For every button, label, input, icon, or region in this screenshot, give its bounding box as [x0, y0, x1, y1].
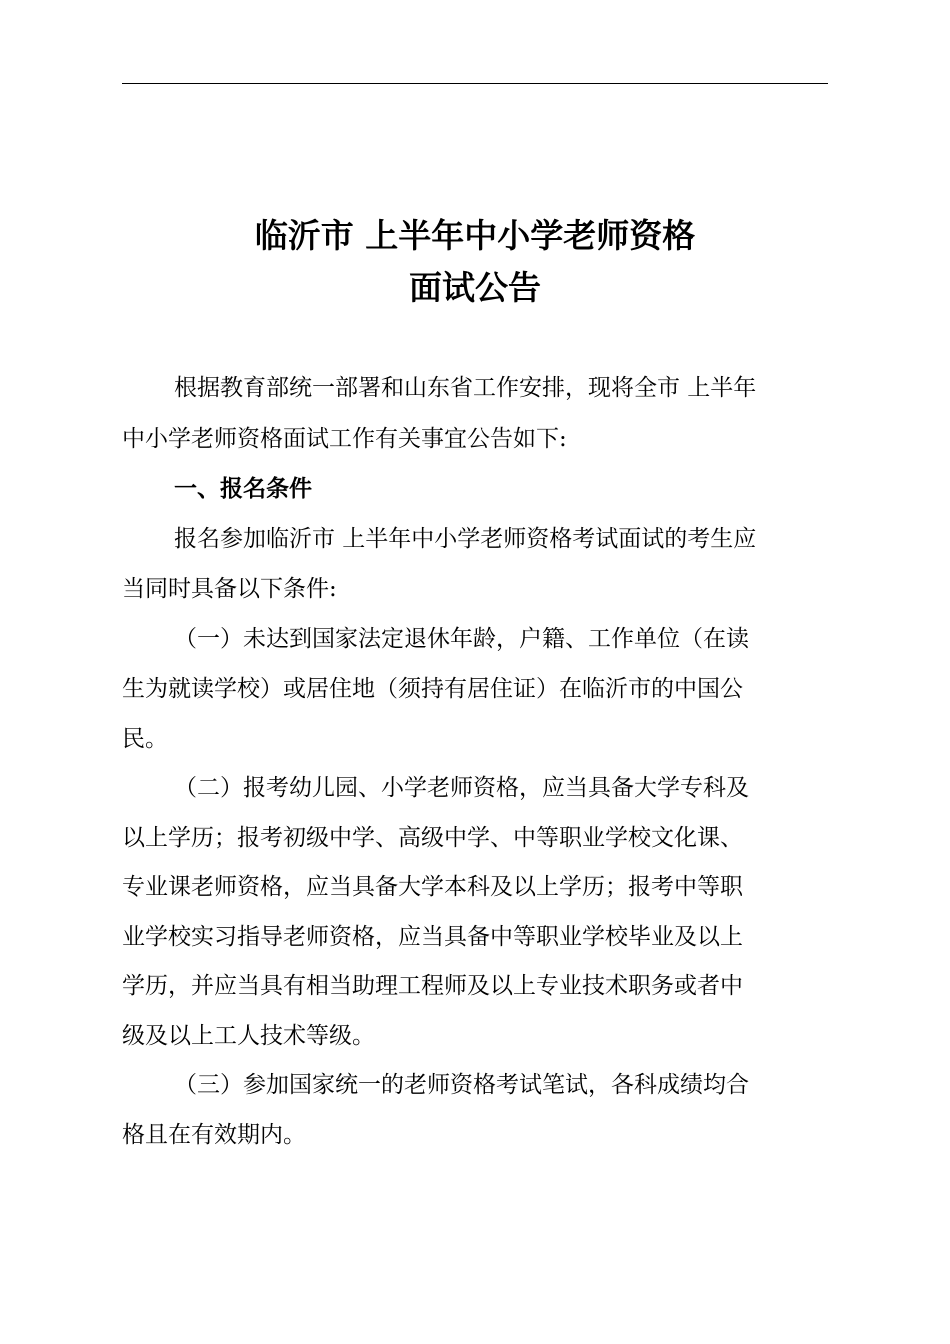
paragraph-intro-line-2: 中小学老师资格面试工作有关事宜公告如下:: [122, 426, 567, 452]
condition-2-line-5: 学历，并应当具有相当助理工程师及以上专业技术职务或者中: [122, 973, 743, 999]
condition-1-line-1: （一）未达到国家法定退休年龄，户籍、工作单位（在读: [174, 626, 749, 652]
condition-2-line-4: 业学校实习指导老师资格，应当具备中等职业学校毕业及以上: [122, 924, 743, 950]
condition-2-line-1: （二）报考幼儿园、小学老师资格，应当具备大学专科及: [174, 775, 749, 801]
paragraph-conditions-line-1: 报名参加临沂市 上半年中小学老师资格考试面试的考生应: [174, 526, 757, 552]
section-heading-registration-conditions: 一、报名条件: [174, 476, 312, 502]
condition-1-line-3: 民。: [122, 726, 168, 752]
condition-2-line-2: 以上学历；报考初级中学、高级中学、中等职业学校文化课、: [122, 825, 743, 851]
condition-1-line-2: 生为就读学校）或居住地（须持有居住证）在临沂市的中国公: [122, 676, 743, 702]
paragraph-intro-line-1: 根据教育部统一部署和山东省工作安排，现将全市 上半年: [174, 375, 757, 401]
header-rule: [122, 83, 828, 84]
document-title-line-1: 临沂市 上半年中小学老师资格: [254, 216, 696, 255]
document-title-line-2: 面试公告: [409, 268, 541, 307]
condition-3-line-2: 格且在有效期内。: [122, 1122, 306, 1148]
condition-3-line-1: （三）参加国家统一的老师资格考试笔试，各科成绩均合: [174, 1072, 749, 1098]
paragraph-conditions-line-2: 当同时具备以下条件:: [122, 576, 337, 602]
condition-2-line-3: 专业课老师资格，应当具备大学本科及以上学历；报考中等职: [122, 874, 743, 900]
condition-2-line-6: 级及以上工人技术等级。: [122, 1023, 375, 1049]
